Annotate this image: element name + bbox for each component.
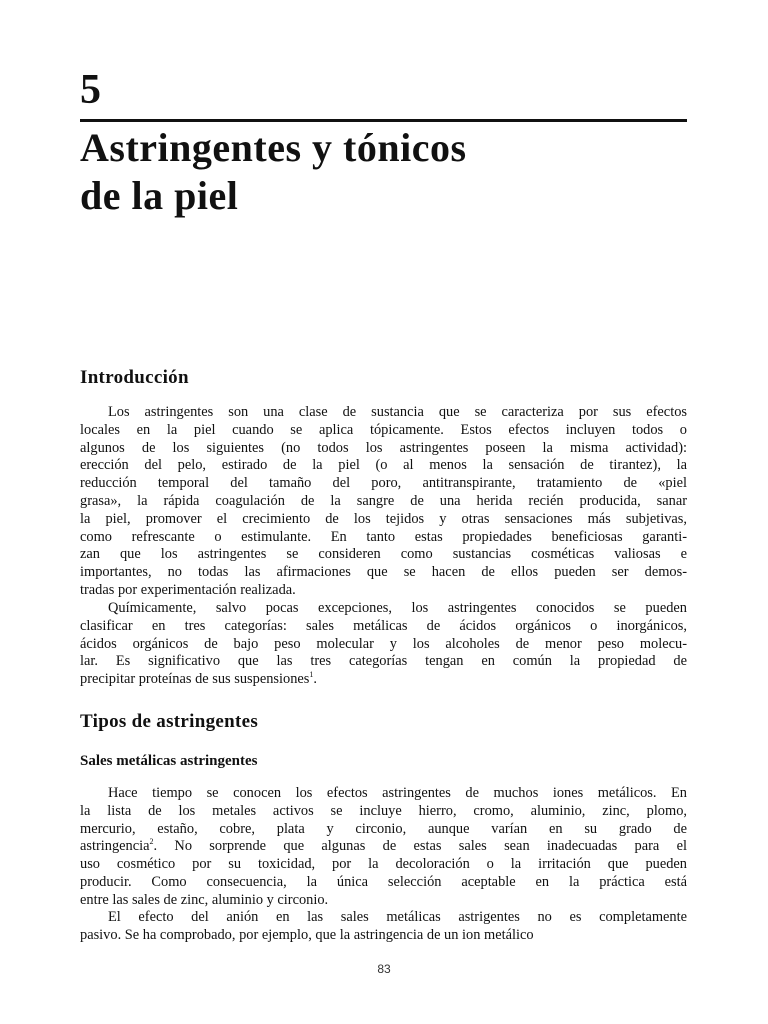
section-heading-introduccion: Introducción [80,367,189,388]
text-line: clasificar en tres categorías: sales metálicas de ácidos orgánicos o inorgánicos, [80,617,687,634]
text-line: El efecto del anión en las sales metálicas astrigentes no es completamente [108,909,687,925]
text-line: tradas por experimentación realizada. [80,581,296,598]
text-line: la lista de los metales activos se incluye hierro, cromo, aluminio, zinc, plomo, [80,802,687,819]
sales-paragraph-2 [80,909,687,945]
text-line: grasa», la rápida coagulación de la sangre de una herida recién producida, sanar [80,492,687,509]
intro-paragraph-1 [80,404,687,600]
text-line: como refrescante o estimulante. En tanto estas propiedades beneficiosas garanti- [80,528,687,545]
text-line: producir. Como consecuencia, la única selección aceptable en la práctica está [80,873,687,890]
text-fragment: astringencia [80,838,150,855]
text-line: pasivo. Se ha comprobado, por ejemplo, que la astringencia de un ion metálico [80,926,534,943]
text-line: locales en la piel cuando se aplica tópicamente. Estos efectos incluyen todos o [80,421,687,438]
text-line: zan que los astringentes se consideren como sustancias cosméticas valiosas e [80,546,687,563]
text-line: Los astringentes son una clase de sustancia que se caracteriza por sus efectos [108,404,687,420]
chapter-number: 5 [80,67,101,113]
text-line: mercurio, estaño, cobre, plata y circonio, aunque varían en su grado de [80,820,687,837]
text-line: algunos de los siguientes (no todos los astringentes poseen la misma actividad): [80,439,687,456]
text-line: Químicamente, salvo pocas excepciones, los astringentes conocidos se pueden [108,600,687,616]
text-line: reducción temporal del tamaño del poro, antitranspirante, tratamiento de «piel [80,475,687,492]
chapter-title-line: de la piel [80,173,239,218]
footnote-ref: 2 [149,837,154,847]
text-line [80,838,687,856]
text-line: erección del pelo, estirado de la piel (o al menos la sensación de tirantez), la [80,457,687,474]
chapter-title [80,124,700,220]
chapter-rule [80,119,687,122]
text-line: Hace tiempo se conocen los efectos astringentes de muchos iones metálicos. En [108,785,687,801]
text-line: uso cosmético por su toxicidad, por la decoloración o la irritación que pueden [80,856,687,873]
chapter-title-line: Astringentes y tónicos [80,125,467,170]
text-fragment: . No sorprende que algunas de estas sales sean inadecuadas para el [153,838,687,855]
footnote-ref: 1 [309,670,314,680]
text-line: lar. Es significativo que las tres categorías tengan en común la propiedad de [80,653,687,670]
text-fragment: precipitar proteínas de sus suspensiones [80,671,310,688]
text-line: ácidos orgánicos de bajo peso molecular y los alcoholes de menor peso molecu- [80,635,687,652]
text-line: importantes, no todas las afirmaciones que se hacen de ellos pueden ser demos- [80,564,687,581]
text-line [80,671,687,689]
text-line: entre las sales de zinc, aluminio y circonio. [80,891,329,908]
intro-paragraph-2 [80,600,687,689]
text-line: la piel, promover el crecimiento de los tejidos y otras sensaciones más subjetivas, [80,510,687,527]
text-fragment: . [313,671,318,688]
section-heading-tipos: Tipos de astringentes [80,711,259,732]
sales-paragraph-1 [80,785,687,910]
subsection-heading-sales: Sales metálicas astringentes [80,753,258,769]
page-number: 83 [377,962,391,976]
